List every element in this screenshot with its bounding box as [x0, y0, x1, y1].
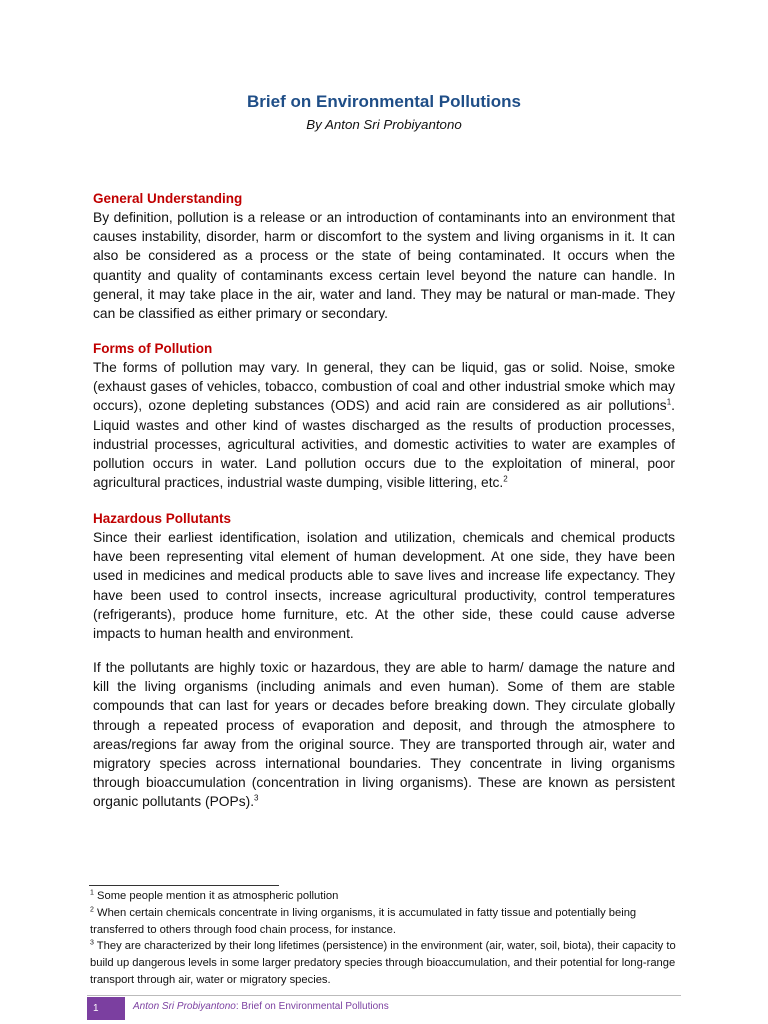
section-paragraph	[93, 658, 675, 812]
section-heading: Hazardous Pollutants	[93, 511, 232, 526]
paragraph-text: The forms of pollution may vary. In general, they can be liquid, gas or solid. Noise, smoke (exhaust gases of vehicles, tobacco, combustion of coal and other industrial smoke which may occurs), ozone depleting substances (ODS) and acid rain are considered as air pollutions	[93, 360, 675, 414]
section-hazardous-pollutants	[93, 510, 675, 643]
footnote-ref[interactable]: 1	[666, 397, 672, 407]
footnote-number: 3	[90, 939, 94, 947]
footnote-text: When certain chemicals concentrate in living organisms, it is accumulated in fatty tissue and potentially being transferred to others through food chain process, for instance.	[90, 906, 637, 936]
section-general-understanding	[93, 190, 675, 323]
footnote-number: 1	[90, 889, 94, 897]
footnote-item	[90, 938, 680, 988]
footnote-divider	[89, 885, 279, 886]
footnote-item	[90, 888, 680, 905]
footnote-ref[interactable]: 3	[254, 793, 259, 803]
footnote-text: Some people mention it as atmospheric pollution	[93, 890, 339, 902]
section-paragraph: By definition, pollution is a release or an introduction of contaminants into an environment that causes instability, disorder, harm or discomfort to the system and living organisms in it. It can also be considered as a process or the state of being contaminated. It occurs when the quantity and quality of contaminants excess certain level beyond the nature can handle. In general, it may take place in the air, water and land. They may be natural or man-made. They can be classified as either primary or secondary.	[93, 210, 675, 322]
footnote-ref[interactable]: 2	[503, 474, 508, 484]
paragraph-text: If the pollutants are highly toxic or hazardous, they are able to harm/ damage the nature and kill the living organisms (including animals and even human). Some of them are stable compounds that can last for years or decades before breaking down. They circulate globally through a repeated process of evaporation and deposit, and through the atmosphere to areas/regions far away from the original source. They are transported through air, water and migratory species across international boundaries. They concentrate in living organisms through bioaccumulation (concentration in living organisms). These are known as persistent organic pollutants (POPs).	[93, 660, 675, 810]
footnote-text: They are characterized by their long lifetimes (persistence) in the environment (air, water, soil, biota), their capacity to build up dangerous levels in some larger predatory species through bioaccumulation, and their potential for long-range transport through air, water or migratory species.	[90, 940, 676, 986]
section-heading: Forms of Pollution	[93, 341, 213, 356]
footnotes	[90, 888, 680, 989]
paragraph-text: . Liquid wastes and other kind of wastes discharged as the results of production processes, industrial processes, agricultural activities, and domestic activities to water are examples of pollution occurs in water. Land pollution occurs due to the exploitation of mineral, poor agricultural practices, industrial waste dumping, visible littering, etc.	[93, 398, 675, 491]
section-heading: General Understanding	[93, 191, 243, 206]
footer-author: Anton Sri Probiyantono	[133, 1001, 236, 1012]
section-forms-of-pollution	[93, 340, 675, 492]
document-author: By Anton Sri Probiyantono	[306, 117, 462, 132]
footer-label	[133, 1001, 389, 1012]
page-footer	[87, 995, 681, 1020]
section-paragraph	[93, 358, 675, 492]
footnote-number: 2	[90, 906, 94, 914]
footer-separator: :	[235, 1001, 242, 1012]
section-paragraph: Since their earliest identification, isolation and utilization, chemicals and chemical products have been representing vital element of human development. At one side, they have been used in medicines and medical products able to save lives and increase life expectancy. They have been used to control insects, increase agricultural productivity, control temperatures (refrigerants), produce home furniture, etc. At the other side, these could cause adverse impacts to human health and environment.	[93, 530, 675, 642]
section-hazardous-pollutants-continued	[93, 658, 675, 812]
footnote-item	[90, 905, 680, 939]
footer-doc-title: Brief on Environmental Pollutions	[241, 1001, 389, 1012]
document-title: Brief on Environmental Pollutions	[247, 92, 521, 111]
page-number: 1	[87, 997, 125, 1020]
